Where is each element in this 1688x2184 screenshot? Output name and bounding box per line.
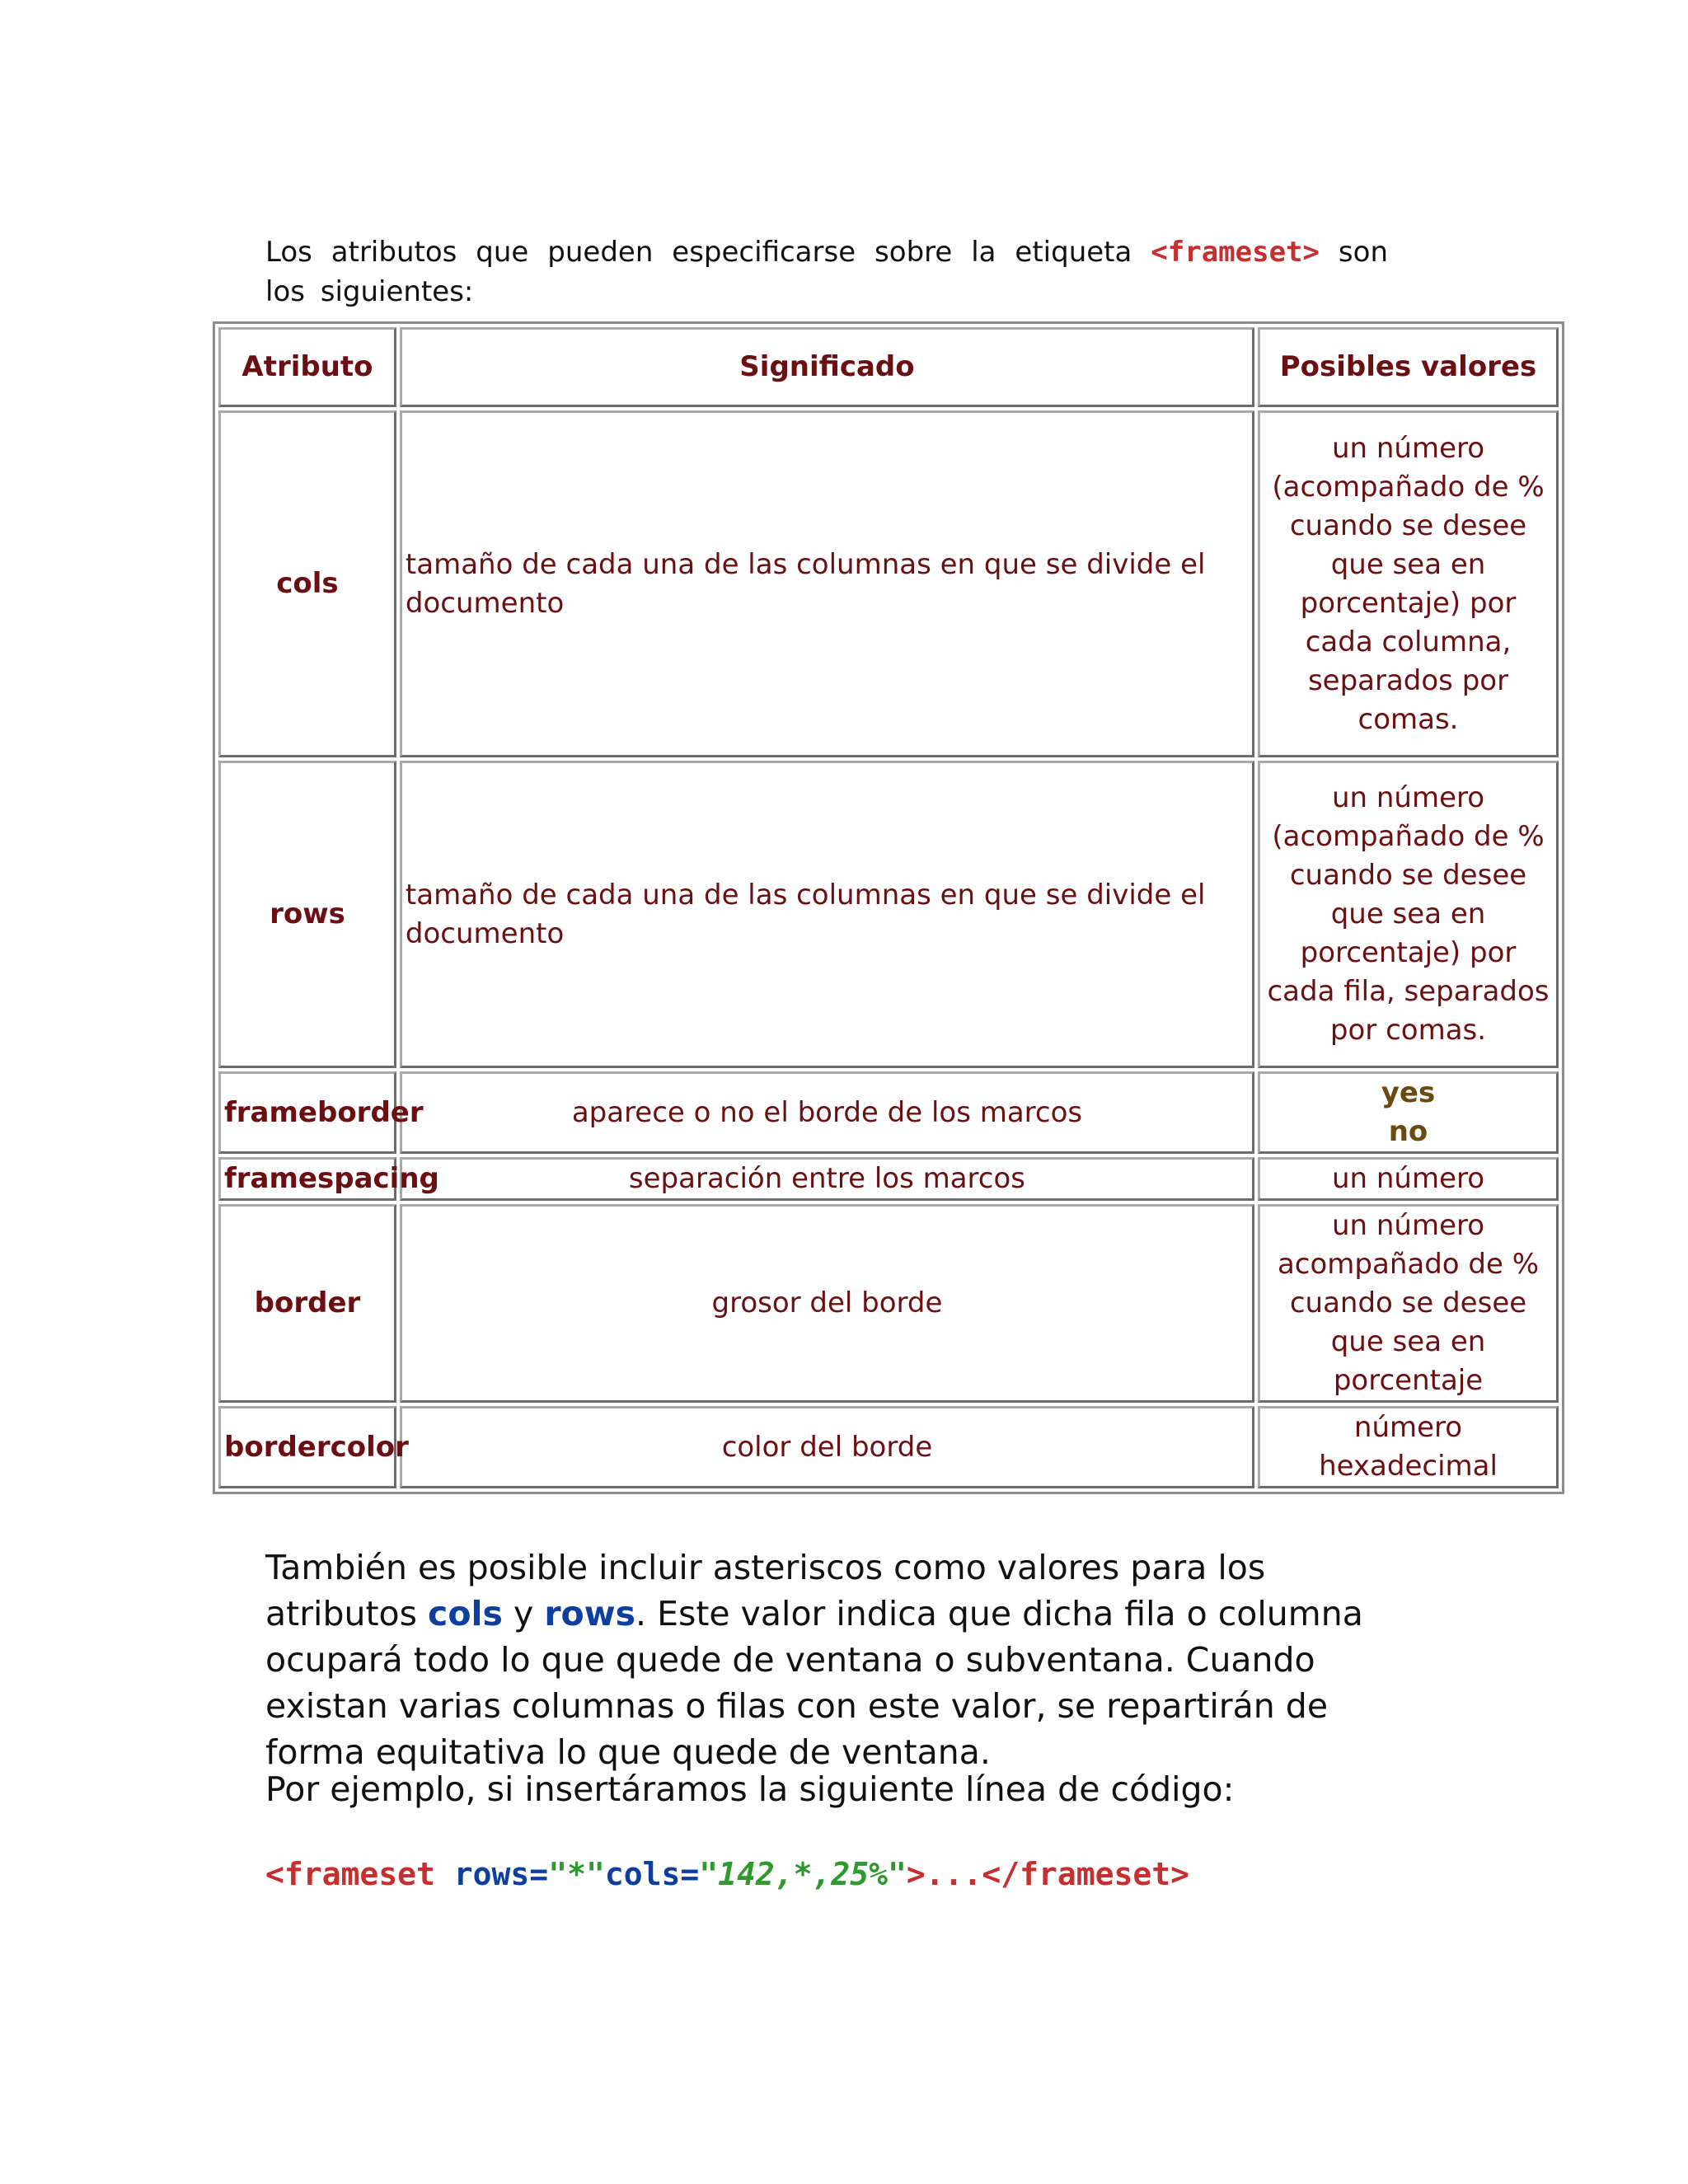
code-value-rows: "*" [548, 1856, 605, 1892]
table-row [218, 761, 1559, 1068]
code-open-tag: <frameset [265, 1856, 435, 1892]
code-value-cols: "142,*,25%" [699, 1856, 907, 1892]
table-row [218, 1071, 1559, 1154]
attr-name-cell: bordercolor [218, 1406, 396, 1488]
attr-values-cell: un número (acompañado de % cuando se desee que sea en porcentaje) por cada columna, separados por comas. [1258, 410, 1559, 757]
paragraph-text: También es posible incluir asteriscos como valores para los atributos [265, 1548, 1266, 1633]
attr-meaning-cell: tamaño de cada una de las columnas en que se divide el documento [400, 410, 1254, 757]
frameset-tag: <frameset> [1151, 236, 1320, 269]
header-values: Posibles valores [1258, 327, 1559, 407]
attr-name-cell: cols [218, 410, 396, 757]
table-row [218, 1157, 1559, 1201]
attr-name-cell: framespacing [218, 1157, 396, 1201]
attributes-table-viewport [224, 321, 1550, 1508]
code-close-tag: >...</frameset> [906, 1856, 1190, 1892]
attr-meaning-cell: aparece o no el borde de los marcos [400, 1071, 1254, 1154]
attr-name-cell: rows [218, 761, 396, 1068]
table-header-row [218, 327, 1559, 407]
value-no: no [1388, 1115, 1428, 1148]
table-row [218, 410, 1559, 757]
attr-values-cell [1258, 1071, 1559, 1154]
attr-values-cell: un número acompañado de % cuando se desee que sea en porcentaje [1258, 1204, 1559, 1403]
value-yes: yes [1381, 1076, 1436, 1109]
attr-values-cell: un número [1258, 1157, 1559, 1201]
attr-name-cell: border [218, 1204, 396, 1403]
code-example [265, 1851, 1189, 1897]
intro-text-after: son los siguientes: [265, 236, 1388, 308]
attr-values-cell: un número (acompañado de % cuando se desee que sea en porcentaje) por cada fila, separados por comas. [1258, 761, 1559, 1068]
paragraph-text: y [513, 1594, 534, 1633]
attributes-table [213, 321, 1564, 1494]
keyword-cols: cols [428, 1594, 503, 1633]
attr-meaning-cell: separación entre los marcos [400, 1157, 1254, 1201]
example-intro-paragraph: Por ejemplo, si insertáramos la siguiente línea de código: [265, 1769, 1235, 1809]
asterisk-paragraph [265, 1544, 1411, 1775]
header-meaning: Significado [400, 327, 1254, 407]
attr-meaning-cell: tamaño de cada una de las columnas en que se divide el documento [400, 761, 1254, 1068]
keyword-rows: rows [544, 1594, 635, 1633]
paragraph-text: . Este valor indica que dicha fila o columna ocupará todo lo que quede de ventana o subventana. Cuando existan varias columnas o filas con este valor, se repartirán de forma equitativa lo que quede de ventana. [265, 1594, 1363, 1772]
header-attribute: Atributo [218, 327, 396, 407]
attr-values-cell: número hexadecimal [1258, 1406, 1559, 1488]
attr-name-cell: frameborder [218, 1071, 396, 1154]
table-row [218, 1204, 1559, 1403]
code-attr-rows: rows= [434, 1856, 549, 1892]
attr-meaning-cell: color del borde [400, 1406, 1254, 1488]
table-row [218, 1406, 1559, 1488]
intro-paragraph [265, 232, 1388, 312]
attr-meaning-cell: grosor del borde [400, 1204, 1254, 1403]
intro-text-before: Los atributos que pueden especificarse sobre la etiqueta [265, 236, 1132, 269]
code-attr-cols: cols= [604, 1856, 700, 1892]
